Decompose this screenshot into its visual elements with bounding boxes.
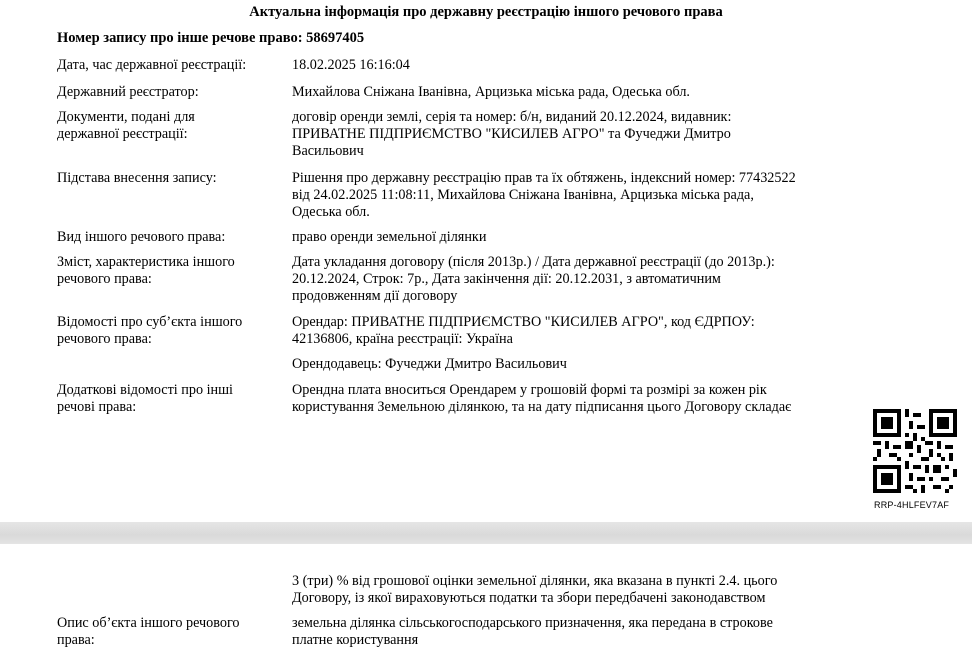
subject-lessee-value: Орендар: ПРИВАТНЕ ПІДПРИЄМСТВО "КИСИЛЕВ АГРО", код ЄДРПОУ: 42136806, країна реєстрації: Україна — [292, 314, 755, 347]
registrar-value: Михайлова Сніжана Іванівна, Арцизька міська рада, Одеська обл. — [292, 84, 690, 100]
content-label: Зміст, характеристика іншого речового права: — [57, 254, 235, 287]
registration-date-value: 18.02.2025 16:16:04 — [292, 57, 410, 73]
right-type-label: Вид іншого речового права: — [57, 229, 226, 245]
qr-code-id: RRP-4HLFEV7AF — [874, 500, 950, 510]
record-number: Номер запису про інше речове право: 58697405 — [57, 30, 365, 46]
object-description-value: земельна ділянка сільськогосподарського призначення, яка передана в строкове платне користування — [292, 615, 773, 648]
object-description-label: Опис об’єкта іншого речового права: — [57, 615, 240, 648]
page-break — [0, 522, 972, 544]
additional-info-value: Орендна плата вноситься Орендарем у грошовій формі та розмірі за кожен рік користування Земельною ділянкою, та на дату підписання цього Договору складає — [292, 382, 792, 415]
documents-label: Документи, подані для державної реєстрації: — [57, 109, 195, 142]
basis-value: Рішення про державну реєстрацію прав та їх обтяжень, індексний номер: 77432522 від 24.02.2025 11:08:11, Михайлова Сніжана Іванівна, Арцизька міська рада, Одеська обл. — [292, 170, 796, 220]
additional-info-continuation: 3 (три) % від грошової оцінки земельної ділянки, яка вказана в пункті 2.4. цього Договору, із якої вираховуються податки та збори передбачені законодавством — [292, 573, 778, 606]
documents-value: договір оренди землі, серія та номер: б/н, виданий 20.12.2024, видавник: ПРИВАТНЕ ПІДПРИЄМСТВО "КИСИЛЕВ АГРО" та Фучеджи Дмитро Васильович — [292, 109, 732, 159]
document-title: Актуальна інформація про державну реєстрацію іншого речового права — [249, 4, 723, 20]
content-value: Дата укладання договору (після 2013р.) / Дата державної реєстрації (до 2013р.): 20.12.2024, Строк: 7р., Дата закінчення дії: 20.12.2031, з автоматичним продовженням дії договору — [292, 254, 775, 304]
registration-date-label: Дата, час державної реєстрації: — [57, 57, 247, 73]
subject-lessor-value: Орендодавець: Фучеджи Дмитро Васильович — [292, 356, 567, 372]
registrar-label: Державний реєстратор: — [57, 84, 199, 100]
basis-label: Підстава внесення запису: — [57, 170, 217, 186]
right-type-value: право оренди земельної ділянки — [292, 229, 487, 245]
subject-label: Відомості про суб’єкта іншого речового права: — [57, 314, 243, 347]
document-page-2 — [0, 544, 972, 656]
additional-info-label: Додаткові відомості про інші речові права: — [57, 382, 233, 415]
qr-code-icon — [873, 409, 957, 493]
